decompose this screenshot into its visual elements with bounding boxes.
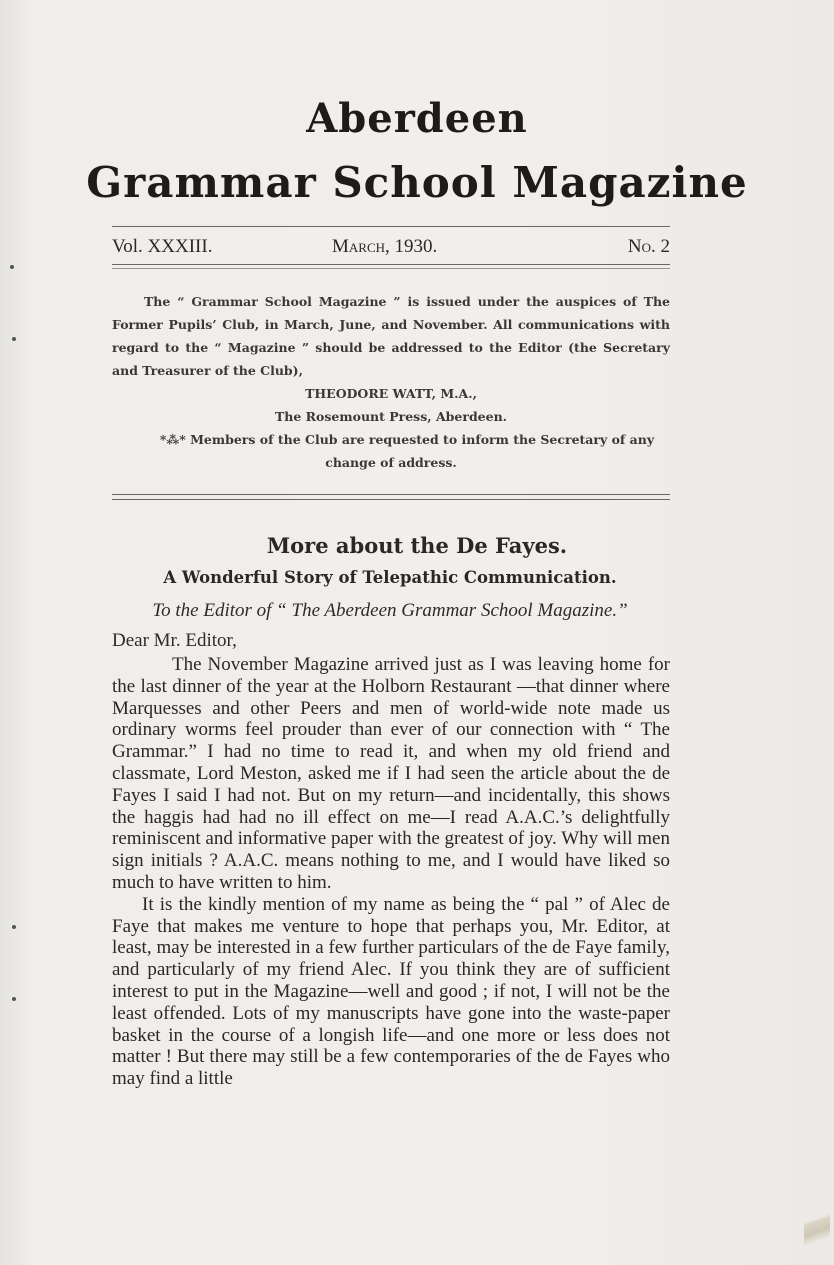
publication-notice	[112, 290, 670, 474]
editor-address: The Rosemount Press, Aberdeen.	[274, 409, 508, 424]
article-subtitle: A Wonderful Story of Telepathic Communication.	[163, 568, 617, 587]
issue-date: March, 1930.	[332, 236, 438, 257]
body-paragraph-2: It is the kindly mention of my name as being the “ pal ” of Alec de Faye that makes me venture to hope that perhaps you, Mr. Editor, at least, may be interested in a few further particulars of the de Faye family, and particularly of my friend Alec. If you think they are of sufficient interest to put in the Magazine—well and good ; if not, I will not be the least offended. Lots of my manuscripts have gone into the waste-paper basket in the course of a longish life—and one more or less does not matter ! But there may still be a few contemporaries of the de Fayes who may find a little	[112, 893, 670, 1090]
issue-rule-lower	[112, 268, 670, 269]
article-addressee: To the Editor of “ The Aberdeen Grammar School Magazine.”	[152, 600, 628, 621]
editor-name: THEODORE WATT, M.A.,	[305, 386, 477, 401]
issue-rule-upper	[112, 264, 670, 265]
margin-speck	[12, 925, 16, 929]
issue-number: No. 2	[627, 236, 670, 257]
masthead-title-line2: Grammar School Magazine	[86, 158, 748, 207]
letter-salutation: Dear Mr. Editor,	[112, 630, 237, 651]
top-rule	[112, 226, 670, 227]
masthead-title-line1: Aberdeen	[306, 95, 528, 142]
article-title: More about the De Fayes.	[266, 533, 568, 558]
margin-speck	[12, 337, 16, 341]
margin-speck	[12, 997, 16, 1001]
members-note: *⁂* Members of the Club are requested to inform the Secretary of any change of address.	[159, 432, 655, 470]
divider-rule-lower	[112, 499, 670, 500]
body-paragraph-1: The November Magazine arrived just as I was leaving home for the last dinner of the year at the Holborn Restaurant —that dinner where Marquesses and other Peers and men of world-wide note made us ordinary worms feel prouder than ever of our connection with “ The Grammar.” I had no time to read it, and when my old friend and classmate, Lord Meston, asked me if I had seen the article about the de Fayes I said I had not. But on my return—and incidentally, this shows the haggis had had no ill effect on me—I read A.A.C.’s delightfully reminiscent and informative paper with the greatest of joy. Why will men sign initials ? A.A.C. means nothing to me, and I would have liked so much to have written to him.	[112, 654, 670, 893]
notice-paragraph: The “ Grammar School Magazine ” is issued under the auspices of The Former Pupils’ Club, in March, June, and November. All communications with regard to the “ Magazine ” should be addressed to the Editor (the Secretary and Treasurer of the Club),	[112, 294, 670, 378]
article-body	[112, 654, 670, 1090]
margin-speck	[10, 265, 14, 269]
page-corner-tear	[804, 1195, 830, 1255]
volume-label: Vol. XXXIII.	[112, 236, 213, 257]
divider-rule-upper	[112, 494, 670, 495]
